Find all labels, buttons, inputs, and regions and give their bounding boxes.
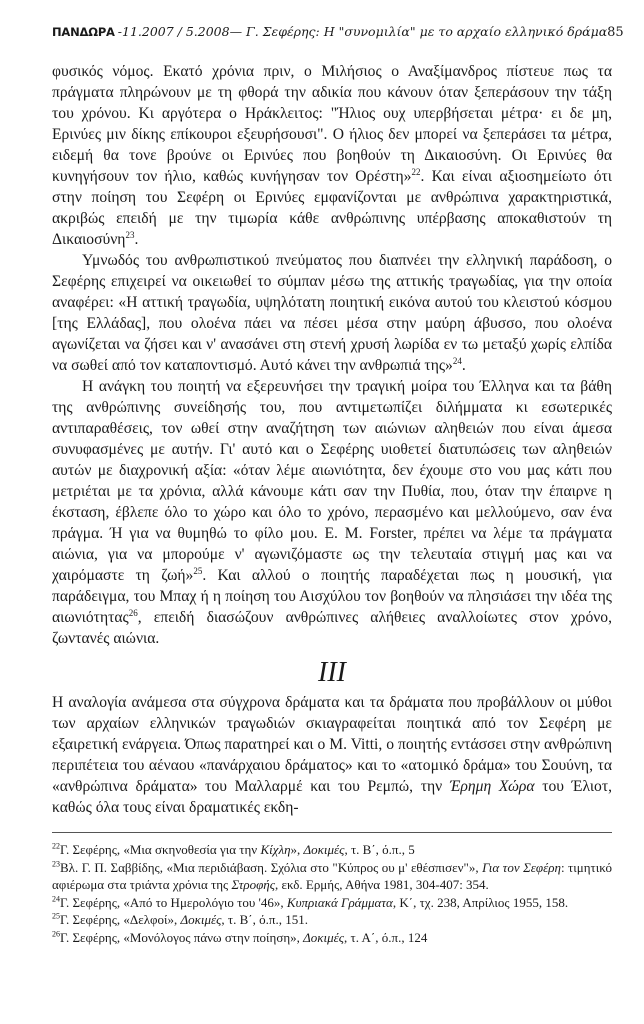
footnote <box>52 911 612 929</box>
footnote-italic: Δοκιμές <box>303 929 345 945</box>
footnote-text: Γ. Σεφέρης, «Δελφοί», <box>60 912 181 927</box>
paragraph-text: . <box>461 357 466 374</box>
footnote-italic: Δοκιμές <box>180 912 222 927</box>
issue-info: -11.2007 / 5.2008 <box>117 24 230 39</box>
italic-title: Έρημη Χώρα <box>449 778 535 795</box>
footnote-italic: Δοκιμές <box>303 842 345 857</box>
paragraph-text: φυσικός νόμος. Εκατό χρόνια πριν, ο Μιλήσιος ο Αναξίμανδρος πίστευε πως τα πράγματα πληρώνουν με τη φθορά την αδικία που κάνουν όταν ξεπεράσουν την τάξη του χρόνου. Κι αργότερα ο Ηράκλειτος: "Ήλιος ουχ υπερβήσεται μέτρα· ει δε μη, Ερινύες μιν δίκης επίκουροι εξευρήσουσι". Ο ήλιος δεν μπορεί να ξεπεράσει τα μέτρα, ειδεμή θα τονε βρούνε οι Ερινύες που βοηθούν τη Δικαιοσύνη. Οι Ερινύες θα κυνηγήσουν τον ήλιο, καθώς κυνήγησαν τον Ορέστη» <box>52 63 612 185</box>
footnote-text: Γ. Σεφέρης, «Από το Ημερολόγιο του '46», <box>60 894 287 910</box>
footnote-italic: Για τον Σεφέρη <box>482 859 561 875</box>
paragraph-text: Υμνωδός του ανθρωπιστικού πνεύματος που διαπνέει την ελληνική παράδοση, ο Σεφέρης επιχειρεί να οικειωθεί το σύμπαν μέσω της αττικής τραγωδίας, για την οποία αναφέρει: «Η αττική τραγωδία, υψηλότατη ποιητική εικόνα αυτού του κλειστού κόσμου [της Ελλάδας], που ολοένα πάει να πέσει μέσα στην μαύρη άβυσσο, που ολοένα αγωνίζεται να ζήσει και ν' ανασάνει στη στενή χρυσή λωρίδα εν τω μεταξύ χωρίς ελπίδα να σωθεί από τον καταποντισμό. Αυτό κάνει την ανθρωπιά της» <box>52 252 612 374</box>
footnote-text: , Κ΄, τχ. 238, Απρίλιος 1955, 158. <box>392 894 569 910</box>
footnote-number: 22 <box>52 841 60 851</box>
footnote-text: : τιμητικό αφιέρωμα στα τριάντα χρόνια της <box>52 859 613 892</box>
footnote-text: Βλ. Γ. Π. Σαββίδης, «Μια περιδιάβαση. Σχόλια στο "Κύπρος ου μ' εθέσπισεν"», <box>60 859 483 875</box>
footnote-text: Γ. Σεφέρης, «Μια σκηνοθεσία για την <box>60 842 261 857</box>
paragraph-text: , επειδή διασώζουν ανθρώπινες αλήθειες αναλλοίωτες στον χρόνο, ζωντανές αιώνια. <box>52 609 612 647</box>
footnote-italic: Κίχλη <box>260 842 291 857</box>
footnote-text: Γ. Σεφέρης, «Μονόλογος πάνω στην ποίηση», <box>60 929 304 945</box>
paragraph <box>52 376 612 649</box>
footnote-text: , εκδ. Ερμής, Αθήνα 1981, 304-407: 354. <box>275 877 489 892</box>
footnote <box>52 929 612 947</box>
footnote-number: 25 <box>52 911 60 921</box>
paragraph-text: . <box>134 231 139 248</box>
footnotes <box>52 841 612 946</box>
footnote-number: 24 <box>52 894 60 904</box>
footnote-ref: 24 <box>452 355 462 366</box>
running-title: — Γ. Σεφέρης: Η "συνομιλία" με το αρχαίο ελληνικό δράμα <box>229 24 608 39</box>
footnote-italic: Κυπριακά Γράμματα <box>286 894 393 910</box>
paragraph-text: του Έλιοτ, καθώς όλα τους είναι δραματικές εκδη- <box>52 778 612 816</box>
footnote-text: », <box>290 842 304 857</box>
journal-logo: ΠΑΝΔΩΡΑ <box>52 25 115 39</box>
page-number: 85 <box>607 25 624 40</box>
footnote-ref: 22 <box>411 166 421 177</box>
paragraph-text: Η αναλογία ανάμεσα στα σύγχρονα δράματα και τα δράματα που προβάλλουν οι μύθοι των αρχαίων ελληνικών τραγωδιών σκιαγραφείται ποιητικά από τον Σεφέρη με εξαιρετική ενάργεια. Όπως παρατηρεί και ο M. Vitti, ο ποιητής εντάσσει στην ανθρώπινη περιπέτεια του αέναου «πανάρχαιου δράματος» και το «ατομικό δράμα» του Σουύνη, τα «ανθρώπινα δράματα» του Μαλλαρμέ και του Ρεμπώ, την <box>52 694 612 795</box>
footnote-ref: 25 <box>193 565 203 576</box>
section-heading: III <box>318 657 346 688</box>
paragraph-text: . Και είναι αξιοσημείωτο ότι στην ποίηση του Σεφέρη οι Ερινύες εμφανίζονται με ανθρώπινα χαρακτηριστικά, ακριβώς επειδή με την τιμωρία κάθε ανθρώπινης υπέρβασης αποκαθιστούν τη Δικαιοσύνη <box>52 168 612 248</box>
running-header <box>52 24 624 41</box>
footnote <box>52 841 612 859</box>
footnote-text: , τ. Β΄, ό.π., 5 <box>344 842 415 857</box>
footnote <box>52 894 612 912</box>
article-body <box>52 61 612 818</box>
footnote <box>52 859 612 894</box>
footnote-divider <box>52 832 612 833</box>
footnote-ref: 26 <box>128 607 138 618</box>
header-left <box>52 24 607 40</box>
footnote-ref: 23 <box>125 229 135 240</box>
footnote-number: 26 <box>52 929 60 939</box>
paragraph <box>52 61 612 250</box>
footnote-text: , τ. Β΄, ό.π., 151. <box>221 912 308 927</box>
paragraph-text: . Και αλλού ο ποιητής παραδέχεται πως η μουσική, για παράδειγμα, του Μπαχ ή η ποίηση του Αισχύλου τον βοηθούν να πλησιάσει την ιδέα της αιωνιότητας <box>52 567 613 626</box>
footnote-text: , τ. Α΄, ό.π., 124 <box>344 929 428 945</box>
paragraph <box>52 692 612 818</box>
footnote-number: 23 <box>52 859 60 869</box>
paragraph-text: Η ανάγκη του ποιητή να εξερευνήσει την τραγική μοίρα του Έλληνα και τα βάθη της ανθρώπινης συνείδησής του, που αντιμετωπίζει διλήμματα κι εσωτερικές αντιπαραθέσεις, τον ωθεί στην αναζήτηση των αιώνιων αληθειών που είναι άμεσα συνυφασμένες με αυτήν. Γι' αυτό και ο Σεφέρης υιοθετεί διατυπώσεις των αληθειών αυτών με διαχρονική αξία: «όταν λέμε αιωνιότητα, δεν έχουμε στο νου μας κάτι που μετριέται με τα χρόνια, αλλά κάνουμε κάτι σαν την Πυθία, που, όταν την έπαιρνε η έκσταση, έβλεπε όλο το χώρο και όλο το χρόνο, περασμένο και μελλούμενο, σαν ένα πράγμα. Ή για να θυμηθώ το φίλο μου. E. M. Forster, πρέπει να λέμε τα πράγματα αιώνια, για να μπορούμε ν' αγωνιζόμαστε ως την τελευταία στιγμή μας και να χαιρόμαστε τη ζωή» <box>52 378 612 584</box>
footnote-italic: Στροφής <box>231 877 276 892</box>
paragraph <box>52 250 612 376</box>
